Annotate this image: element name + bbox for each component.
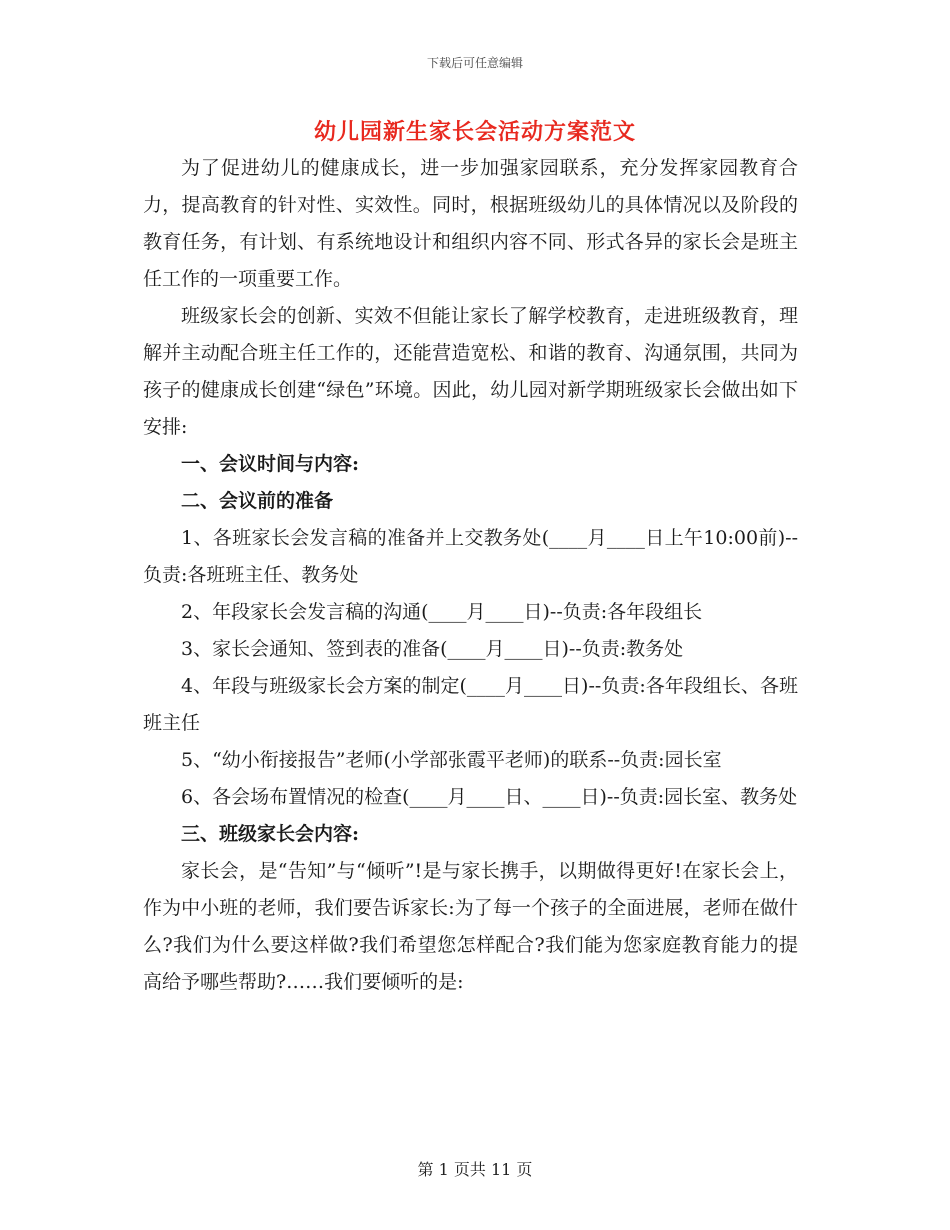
document-body (143, 150, 798, 1001)
page-footer: 第 1 页共 11 页 (417, 1160, 533, 1179)
list-item: 4、年段与班级家长会方案的制定(____月____日)--负责:各年段组长、各班班主任 (143, 675, 798, 734)
intro-paragraph: 为了促进幼儿的健康成长，进一步加强家园联系，充分发挥家园教育合力，提高教育的针对性、实效性。同时，根据班级幼儿的具体情况以及阶段的教育任务，有计划、有系统地设计和组织内容不同、形式各异的家长会是班主任工作的一项重要工作。 (143, 157, 798, 290)
section-heading-1: 一、会议时间与内容: (181, 453, 360, 475)
section-heading-3: 三、班级家长会内容: (181, 823, 360, 845)
section-heading-2: 二、会议前的准备 (181, 490, 334, 512)
document-title: 幼儿园新生家长会活动方案范文 (313, 119, 636, 145)
list-item: 1、各班家长会发言稿的准备并上交教务处(____月____日上午10:00前)--负责:各班班主任、教务处 (143, 527, 798, 586)
list-item: 2、年段家长会发言稿的沟通(____月____日)--负责:各年段组长 (181, 601, 703, 623)
page-header: 下载后可任意编辑 (426, 56, 523, 70)
closing-paragraph: 家长会，是“告知”与“倾听”!是与家长携手，以期做得更好!在家长会上，作为中小班的老师，我们要告诉家长:为了每一个孩子的全面进展，老师在做什么?我们为什么要这样做?我们希望您怎样配合?我们能为您家庭教育能力的提高给予哪些帮助?……我们要倾听的是: (143, 860, 798, 993)
arrangement-paragraph: 班级家长会的创新、实效不但能让家长了解学校教育，走进班级教育，理解并主动配合班主任工作的，还能营造宽松、和谐的教育、沟通氛围，共同为孩子的健康成长创建“绿色”环境。因此，幼儿园对新学期班级家长会做出如下安排: (143, 305, 798, 438)
list-item: 6、各会场布置情况的检查(____月____日、____日)--负责:园长室、教务处 (181, 786, 798, 808)
list-item: 3、家长会通知、签到表的准备(____月____日)--负责:教务处 (181, 638, 684, 660)
list-item: 5、“幼小衔接报告”老师(小学部张霞平老师)的联系--负责:园长室 (181, 749, 722, 771)
